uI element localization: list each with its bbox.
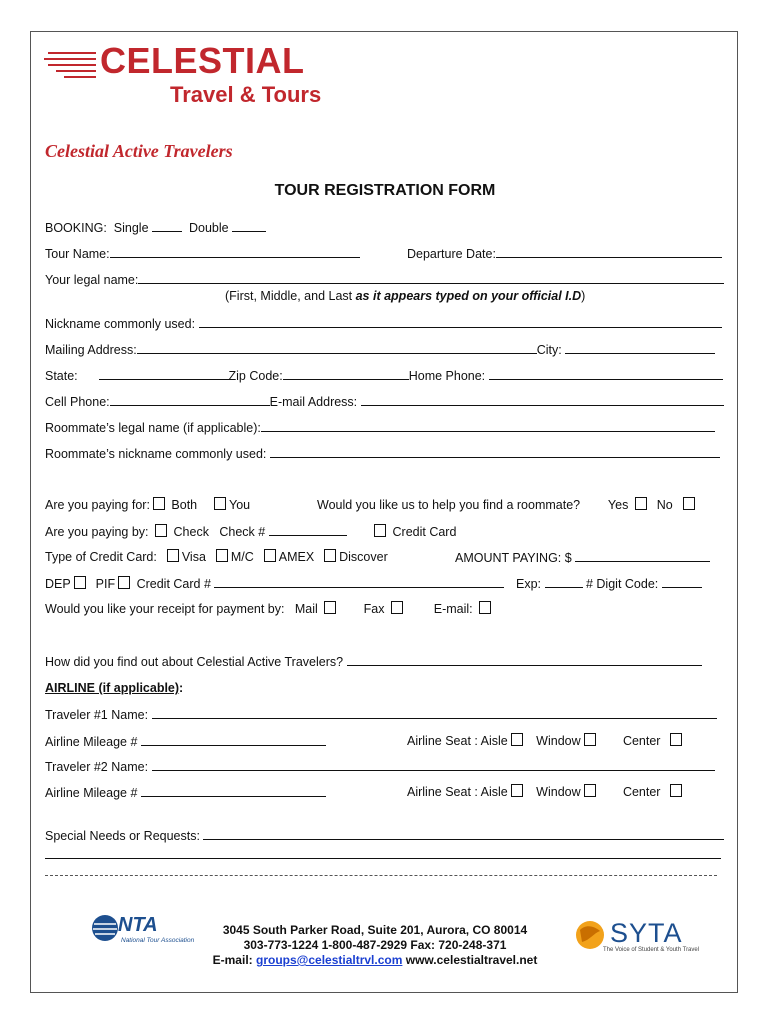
mc-checkbox[interactable] xyxy=(216,549,228,562)
logo-tagline: Travel & Tours xyxy=(170,82,322,107)
cell-row: Cell Phone: E-mail Address: xyxy=(45,393,724,410)
form-title: TOUR REGISTRATION FORM xyxy=(274,182,496,199)
footer-contact xyxy=(195,923,555,968)
website-text: www.celestialtravel.net xyxy=(402,953,538,967)
you-checkbox[interactable] xyxy=(214,497,226,510)
seat2-row: Airline Seat : Aisle Window Center xyxy=(407,784,685,799)
window2-checkbox[interactable] xyxy=(584,784,596,797)
tour-name-field[interactable] xyxy=(110,245,360,258)
check-number-field[interactable] xyxy=(269,523,347,536)
footer-phones: 303-773-1224 1-800-487-2929 Fax: 720-248-371 xyxy=(243,938,507,952)
legal-name-row: Your legal name: xyxy=(45,271,724,288)
departure-date-field[interactable] xyxy=(496,245,722,258)
single-field[interactable] xyxy=(152,219,182,232)
mileage2-row: Airline Mileage # xyxy=(45,784,326,801)
check-checkbox[interactable] xyxy=(155,524,167,537)
mileage1-row: Airline Mileage # xyxy=(45,733,326,750)
roommate-nick-field[interactable] xyxy=(270,445,720,458)
traveler1-name-field[interactable] xyxy=(152,706,717,719)
traveler2-row: Traveler #2 Name: xyxy=(45,758,715,775)
found-field[interactable] xyxy=(347,653,702,666)
roommate-nick-row: Roommate’s nickname commonly used: xyxy=(45,445,720,462)
paying-by-row: Are you paying by: Check Check # Credit Card xyxy=(45,525,457,539)
roommate-help-row: Would you like us to help you find a roommate? Yes No xyxy=(317,497,698,512)
discover-checkbox[interactable] xyxy=(324,549,336,562)
footer-address: 3045 South Parker Road, Suite 201, Aurora, CO 80014 xyxy=(222,923,528,937)
departure-row: Departure Date: xyxy=(407,245,722,261)
email-link[interactable]: groups@celestialtrvl.com xyxy=(255,953,403,967)
email-receipt-checkbox[interactable] xyxy=(479,601,491,614)
exp-field[interactable] xyxy=(545,575,583,588)
special-row: Special Needs or Requests: xyxy=(45,827,724,844)
legal-name-field[interactable] xyxy=(138,271,724,284)
amount-row: AMOUNT PAYING: $ xyxy=(455,549,710,565)
digit-code-field[interactable] xyxy=(662,575,702,588)
mailing-row: Mailing Address: City: xyxy=(45,341,715,358)
globe-icon xyxy=(90,913,120,943)
credit-card-row: DEP PIF Credit Card # xyxy=(45,575,504,592)
traveler1-row: Traveler #1 Name: xyxy=(45,706,717,723)
roommate-legal-row: Roommate’s legal name (if applicable): xyxy=(45,419,715,436)
nickname-field[interactable] xyxy=(199,315,722,328)
home-phone-field[interactable] xyxy=(489,367,723,380)
zip-field[interactable] xyxy=(283,367,409,380)
window1-checkbox[interactable] xyxy=(584,733,596,746)
mileage2-field[interactable] xyxy=(141,784,326,797)
email-address-field[interactable] xyxy=(361,393,724,406)
state-field[interactable] xyxy=(99,367,229,380)
dep-checkbox[interactable] xyxy=(74,576,86,589)
special-line-3[interactable] xyxy=(45,875,717,876)
center1-checkbox[interactable] xyxy=(670,733,682,746)
aisle1-checkbox[interactable] xyxy=(511,733,523,746)
special-needs-field[interactable] xyxy=(203,827,724,840)
center2-checkbox[interactable] xyxy=(670,784,682,797)
legal-name-hint: (First, Middle, and Last as it appears typed on your official I.D) xyxy=(225,289,586,303)
state-row: State: Zip Code: Home Phone: xyxy=(45,367,723,384)
tour-row: Tour Name: xyxy=(45,245,360,262)
seat1-row: Airline Seat : Aisle Window Center xyxy=(407,733,685,748)
city-field[interactable] xyxy=(565,341,715,354)
both-checkbox[interactable] xyxy=(153,497,165,510)
credit-card-checkbox[interactable] xyxy=(374,524,386,537)
found-row: How did you find out about Celestial Active Travelers? xyxy=(45,653,702,670)
mailing-address-field[interactable] xyxy=(137,341,537,354)
visa-checkbox[interactable] xyxy=(167,549,179,562)
traveler2-name-field[interactable] xyxy=(152,758,715,771)
pif-checkbox[interactable] xyxy=(118,576,130,589)
roommate-yes-checkbox[interactable] xyxy=(635,497,647,510)
paying-for-row: Are you paying for: Both You xyxy=(45,498,251,512)
exp-row: Exp: # Digit Code: xyxy=(516,575,702,591)
double-field[interactable] xyxy=(232,219,266,232)
special-line-2[interactable] xyxy=(45,858,721,859)
roommate-no-checkbox[interactable] xyxy=(683,497,695,510)
roommate-legal-field[interactable] xyxy=(261,419,715,432)
receipt-row: Would you like your receipt for payment by: Mail Fax E-mail: xyxy=(45,601,494,617)
footer-email-web: E-mail: groups@celestialtrvl.com www.celestialtravel.net xyxy=(212,953,538,967)
booking-row: BOOKING: Single Double xyxy=(45,219,266,236)
mileage1-field[interactable] xyxy=(141,733,326,746)
aisle2-checkbox[interactable] xyxy=(511,784,523,797)
logo-brand: CELESTIAL xyxy=(100,40,305,81)
amount-field[interactable] xyxy=(575,549,710,562)
mail-checkbox[interactable] xyxy=(324,601,336,614)
nickname-row: Nickname commonly used: xyxy=(45,315,722,332)
airline-heading: AIRLINE (if applicable): xyxy=(45,681,184,695)
cell-phone-field[interactable] xyxy=(110,393,270,406)
cc-type-row: Type of Credit Card: Visa M/C AMEX Discover xyxy=(45,550,388,564)
program-name: Celestial Active Travelers xyxy=(45,141,233,161)
fax-checkbox[interactable] xyxy=(391,601,403,614)
credit-card-number-field[interactable] xyxy=(214,575,504,588)
amex-checkbox[interactable] xyxy=(264,549,276,562)
